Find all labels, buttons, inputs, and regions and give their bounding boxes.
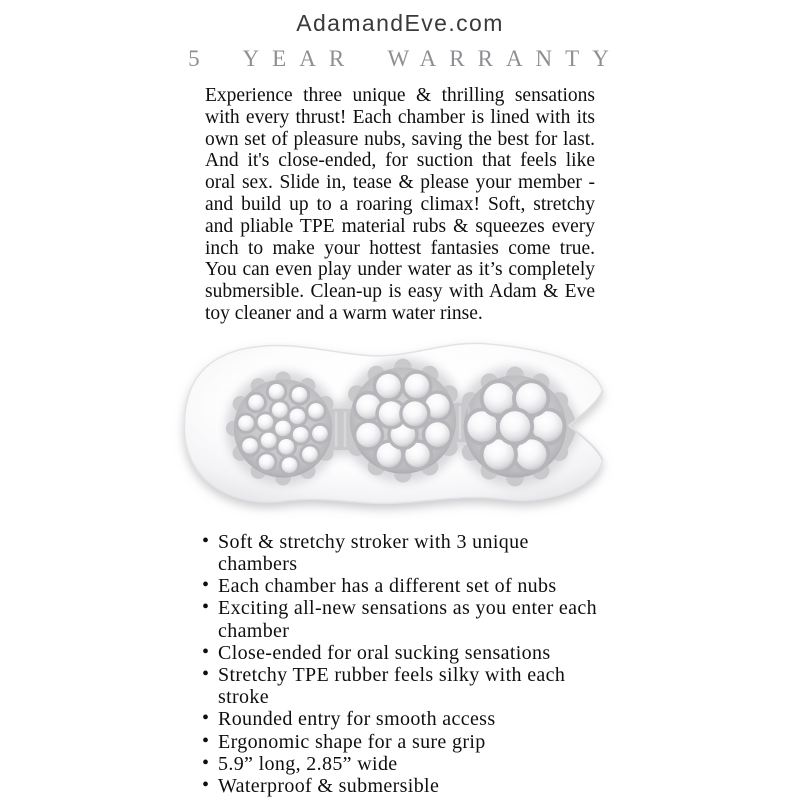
bullet-icon: •: [202, 707, 210, 730]
feature-item: • Each chamber has a different set of nubs: [202, 574, 557, 598]
feature-item: • Waterproof & submersible: [202, 774, 440, 797]
product-info-panel: [0, 10, 800, 810]
feature-item: • Exciting all-new sensations as you enter each chamber: [202, 596, 597, 642]
bullet-icon: •: [202, 751, 210, 774]
site-link: AdamandEve.com: [296, 10, 504, 36]
bullet-icon: •: [202, 574, 210, 597]
product-description: Experience three unique & thrilling sensations with every thrust! Each chamber is lined with its own set of pleasure nubs, saving the best for last. And it's close-ended, for suction that feels like oral sex. Slide in, tease & please your member - and build up to a roaring climax! Soft, stretchy and pliable TPE material rubs & squeezes every inch to make your hottest fantasies come true. You can even play under water as it’s completely submersible. Clean-up is easy with Adam & Eve toy cleaner and a warm water rinse.: [205, 85, 595, 324]
feature-list: [201, 531, 599, 797]
product-cross-section-illustration: [169, 328, 631, 525]
feature-item: • Rounded entry for smooth access: [202, 707, 496, 731]
feature-item: • Soft & stretchy stroker with 3 unique chambers: [202, 529, 529, 575]
feature-item: • 5.9” long, 2.85” wide: [202, 751, 398, 775]
feature-item: • Ergonomic shape for a sure grip: [202, 729, 486, 753]
warranty-heading: 5 YEAR WARRANTY: [188, 46, 622, 71]
feature-item: • Stretchy TPE rubber feels silky with each stroke: [202, 662, 566, 709]
bullet-icon: •: [202, 662, 210, 685]
bullet-icon: •: [202, 529, 210, 552]
feature-item: • Close-ended for oral sucking sensations: [202, 640, 551, 664]
bullet-icon: •: [202, 774, 210, 796]
bullet-icon: •: [202, 729, 210, 752]
bullet-icon: •: [202, 640, 210, 663]
bullet-icon: •: [202, 596, 210, 619]
